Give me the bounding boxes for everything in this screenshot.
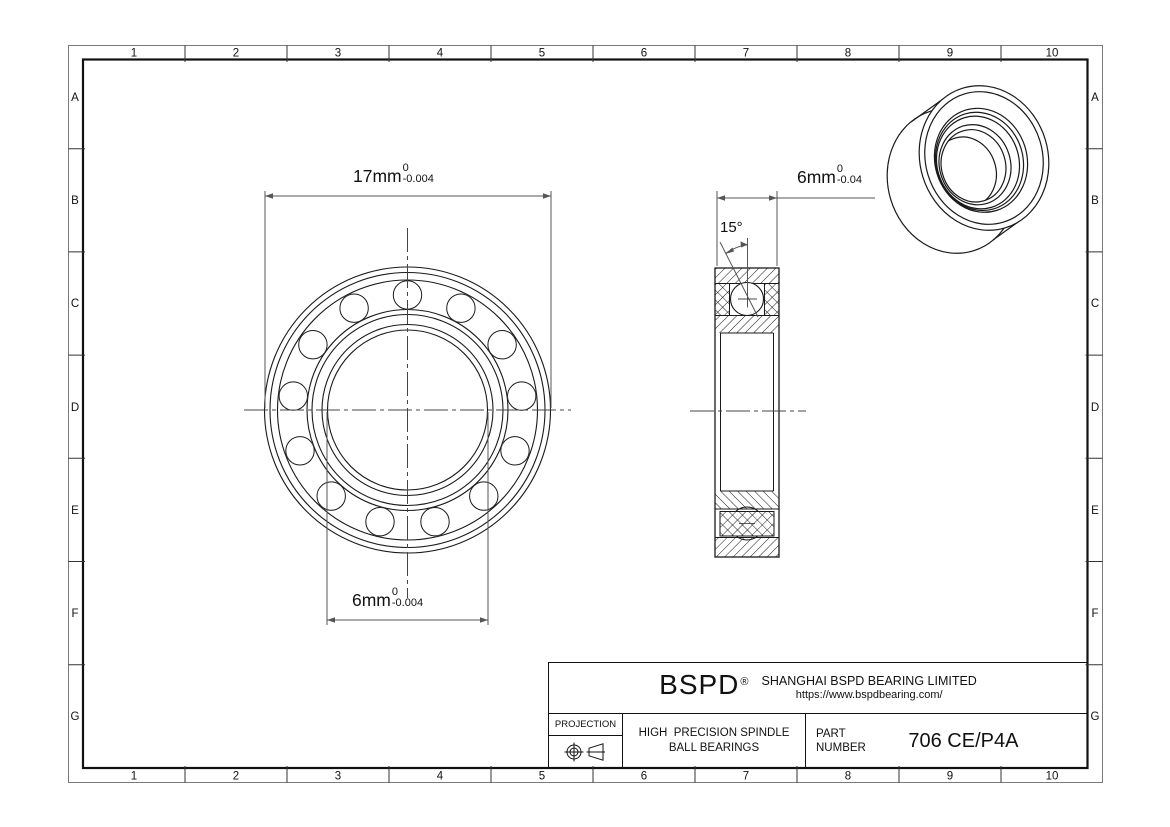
title-block xyxy=(548,662,1087,768)
product-description xyxy=(623,714,806,768)
grid-row-label: G xyxy=(1090,711,1100,723)
grid-col-label: 7 xyxy=(742,770,750,783)
dimension-outer-diameter xyxy=(353,162,434,189)
grid-row-label: C xyxy=(1090,298,1100,310)
grid-col-label: 9 xyxy=(946,47,954,60)
grid-row-label: F xyxy=(1091,608,1099,620)
grid-row-label: D xyxy=(70,402,80,414)
dimension-lines xyxy=(265,191,875,625)
grid-col-label: 6 xyxy=(640,770,648,783)
grid-row-label: A xyxy=(1091,92,1099,104)
grid-col-label: 3 xyxy=(334,47,342,60)
company-logo: BSPD® xyxy=(659,669,750,700)
bearing-isometric-view xyxy=(869,69,1066,269)
grid-col-label: 3 xyxy=(334,770,342,783)
grid-col-label: 4 xyxy=(436,770,444,783)
projection-cell xyxy=(549,714,623,768)
company-website: https://www.bspdbearing.com/ xyxy=(795,689,943,701)
grid-col-label: 6 xyxy=(640,47,648,60)
grid-col-label: 5 xyxy=(538,770,546,783)
grid-row-label: C xyxy=(70,298,80,310)
grid-row-label: B xyxy=(71,195,79,207)
part-number-label: PART NUMBER xyxy=(816,728,866,754)
grid-row-label: B xyxy=(1091,195,1099,207)
grid-col-label: 8 xyxy=(844,47,852,60)
dimension-width xyxy=(797,163,862,190)
grid-col-label: 10 xyxy=(1045,770,1059,783)
company-info xyxy=(762,674,977,702)
grid-col-label: 1 xyxy=(130,47,138,60)
product-line2: BALL BEARINGS xyxy=(668,742,760,754)
dimension-value: 17mm xyxy=(353,166,402,186)
dimension-value: 6mm xyxy=(352,590,391,610)
grid-col-label: 1 xyxy=(130,770,138,783)
part-number-value: 706 CE/P4A xyxy=(908,729,1019,752)
dimension-tolerance: 0 -0.04 xyxy=(836,163,862,186)
grid-col-label: 10 xyxy=(1045,47,1059,60)
grid-row-label: F xyxy=(71,608,79,620)
bearing-section-view xyxy=(715,268,779,557)
grid-col-label: 4 xyxy=(436,47,444,60)
part-number-cell xyxy=(806,714,1087,768)
product-line1: HIGH PRECISION SPINDLE xyxy=(638,727,790,739)
grid-row-label: E xyxy=(1091,505,1099,517)
dimension-bore-diameter xyxy=(352,586,424,613)
registered-trademark-icon: ® xyxy=(740,676,750,688)
title-block-logo-row xyxy=(549,663,1087,713)
projection-label: PROJECTION xyxy=(549,714,622,736)
grid-col-label: 8 xyxy=(844,770,852,783)
projection-symbol-cell xyxy=(549,736,622,768)
grid-row-label: A xyxy=(71,92,79,104)
dimension-tolerance: 0 -0.004 xyxy=(402,162,434,185)
company-name: SHANGHAI BSPD BEARING LIMITED xyxy=(761,674,977,688)
grid-col-label: 2 xyxy=(232,47,240,60)
title-block-detail-row xyxy=(549,713,1087,768)
grid-col-label: 2 xyxy=(232,770,240,783)
dimension-tolerance: 0 -0.004 xyxy=(391,586,424,609)
grid-row-label: D xyxy=(1090,402,1100,414)
grid-row-label: G xyxy=(70,711,80,723)
grid-col-label: 9 xyxy=(946,770,954,783)
contact-angle-label: 15° xyxy=(720,219,743,236)
grid-row-label: E xyxy=(71,505,79,517)
dimension-value: 6mm xyxy=(797,167,836,187)
grid-col-label: 7 xyxy=(742,47,750,60)
third-angle-projection-icon xyxy=(564,742,608,762)
grid-col-label: 5 xyxy=(538,47,546,60)
